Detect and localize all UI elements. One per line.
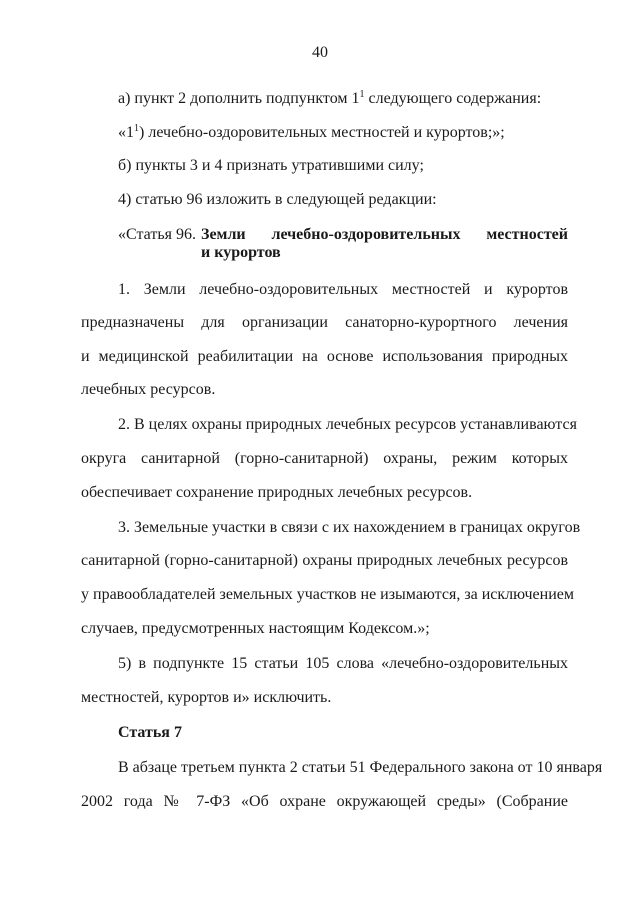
quote-1-text-end: ) лечебно-оздоровительных местностей и курортов;»;	[139, 124, 505, 141]
item-a-sup: 1	[359, 89, 365, 100]
article7-line: 2002 года № 7-ФЗ «Об охране окружающей среды» (Собрание	[81, 793, 568, 810]
quote-1-text: «1	[118, 124, 134, 141]
quote-1	[118, 124, 568, 142]
para3-line: случаев, предусмотренных настоящим Кодексом.»;	[81, 620, 430, 637]
article-96-title-line2: и курортов	[201, 244, 281, 261]
item-a	[118, 90, 568, 108]
para3-line: санитарной (горно-санитарной) охраны природных лечебных ресурсов	[81, 552, 568, 569]
para1-line: лечебных ресурсов.	[81, 381, 216, 398]
item5-line: 5) в подпункте 15 статьи 105 слова «лечебно-оздоровительных	[118, 655, 568, 672]
para2-line: 2. В целях охраны природных лечебных ресурсов устанавливаются	[118, 416, 577, 433]
para1-line: 1. Земли лечебно-оздоровительных местностей и курортов	[118, 281, 568, 298]
item-b: б) пункты 3 и 4 признать утратившими силу;	[118, 157, 424, 174]
para3-line: у правообладателей земельных участков не изымаются, за исключением	[81, 586, 574, 603]
item5-line: местностей, курортов и» исключить.	[81, 689, 332, 706]
item-a-text: а) пункт 2 дополнить подпунктом 1	[118, 90, 360, 107]
item-a-text-end: следующего содержания:	[364, 90, 542, 107]
para1-line: предназначены для организации санаторно-курортного лечения	[81, 314, 568, 331]
para2-line: округа санитарной (горно-санитарной) охраны, режим которых	[81, 450, 568, 467]
item-4: 4) статью 96 изложить в следующей редакции:	[118, 191, 437, 208]
quote-1-sup: 1	[134, 123, 139, 134]
article-96-title-line1: Земли лечебно-оздоровительных местностей	[201, 226, 568, 243]
para1-line: и медицинской реабилитации на основе использования природных	[81, 348, 568, 365]
para3-line: 3. Земельные участки в связи с их нахождением в границах округов	[118, 519, 581, 536]
article-96-label: «Статья 96.	[118, 226, 196, 243]
article7-line: В абзаце третьем пункта 2 статьи 51 Федерального закона от 10 января	[118, 759, 603, 776]
article-7-heading: Статья 7	[118, 724, 182, 741]
para2-line: обеспечивает сохранение природных лечебных ресурсов.	[81, 484, 473, 501]
page-number: 40	[312, 44, 328, 61]
